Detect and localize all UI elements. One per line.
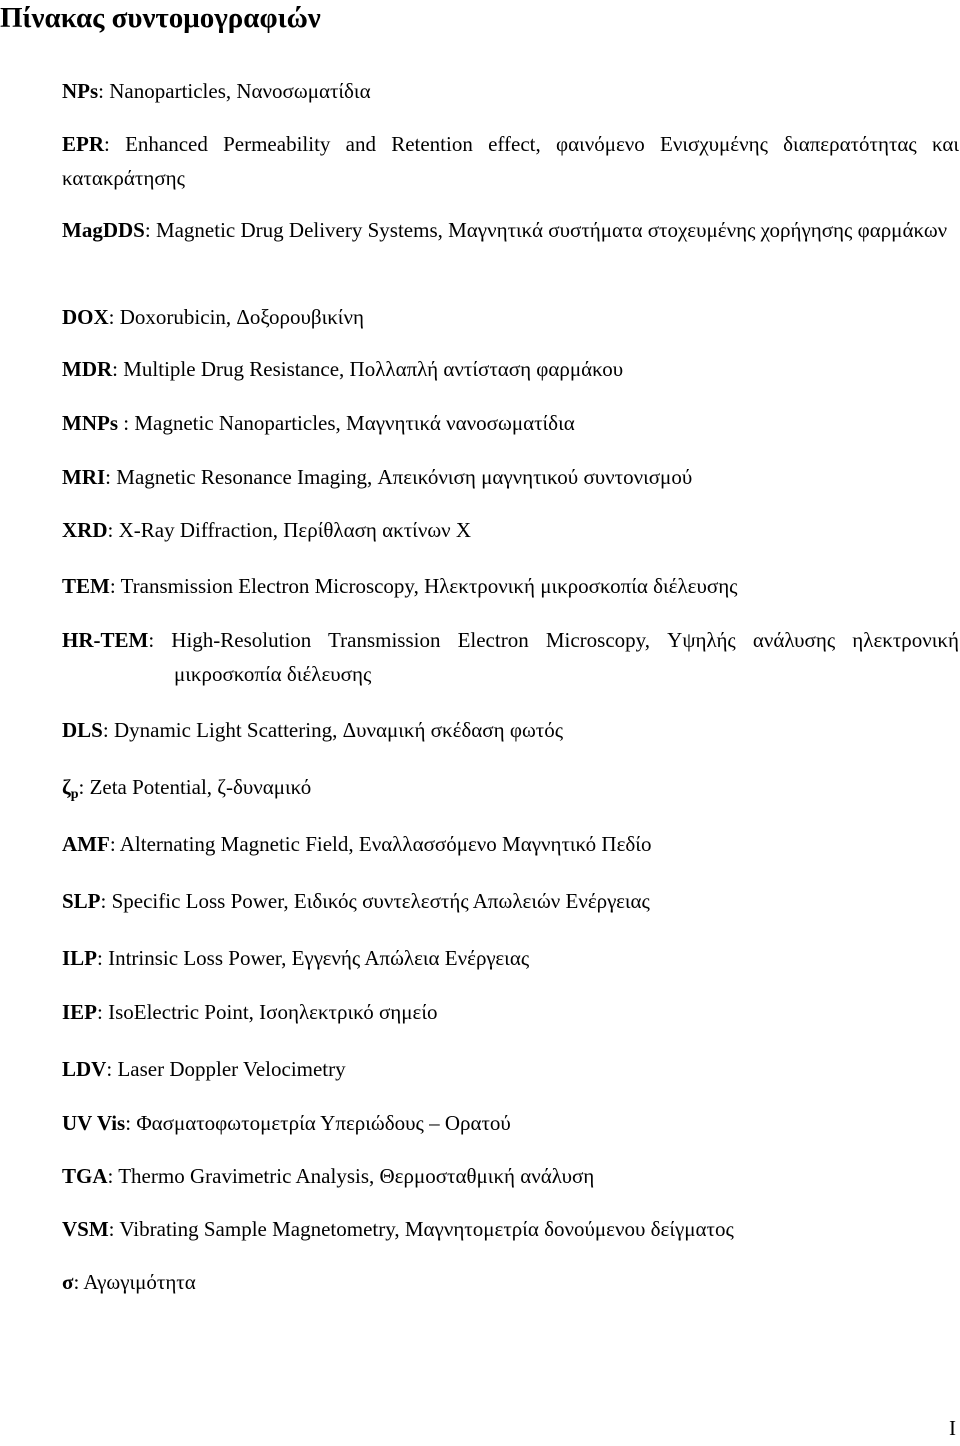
abbreviation-definition: Specific Loss Power, Ειδικός συντελεστής Απωλειών Ενέργειας (111, 889, 650, 913)
abbreviation-term: MRI (62, 465, 106, 489)
abbreviation-term: EPR (62, 132, 104, 156)
separator: : (125, 1111, 137, 1135)
abbreviation-term: UV Vis (62, 1111, 126, 1135)
separator: : (107, 518, 119, 542)
separator: : (106, 1057, 118, 1081)
abbreviation-entry-ilp (62, 941, 959, 975)
abbreviation-entry-vsm (62, 1212, 959, 1246)
separator: : (107, 1164, 119, 1188)
abbreviation-term: SLP (62, 889, 101, 913)
abbreviation-entry-ldv (62, 1052, 959, 1086)
abbreviation-entry-xrd (62, 513, 959, 547)
abbreviation-entry-iep (62, 995, 959, 1029)
abbreviation-definition: X-Ray Diffraction, Περίθλαση ακτίνων X (118, 518, 472, 542)
abbreviation-subscript: p (70, 787, 79, 802)
abbreviation-definition: Dynamic Light Scattering, Δυναμική σκέδαση φωτός (113, 718, 564, 742)
separator: : (97, 1000, 109, 1024)
abbreviation-term: DOX (62, 305, 109, 329)
abbreviation-definition: Nanoparticles, Νανοσωματίδια (109, 79, 371, 103)
abbreviation-entry-zeta (62, 770, 959, 812)
abbreviation-entry-mnps (62, 406, 959, 440)
abbreviation-term: σ (62, 1270, 74, 1294)
abbreviation-definition: Transmission Electron Microscopy, Ηλεκτρονική μικροσκοπία διέλευσης (120, 574, 738, 598)
abbreviation-definition: Magnetic Nanoparticles, Μαγνητικά νανοσωματίδια (134, 411, 575, 435)
separator: : (97, 946, 109, 970)
abbreviation-term: IEP (62, 1000, 98, 1024)
abbreviation-definition: Magnetic Resonance Imaging, Απεικόνιση μαγνητικού συντονισμού (116, 465, 693, 489)
abbreviation-definition: High-Resolution Transmission Electron Microscopy, Υψηλής ανάλυσης ηλεκτρονική μικροσκοπία διέλευσης (171, 628, 959, 686)
separator: : (104, 132, 126, 156)
abbreviation-definition: Vibrating Sample Magnetometry, Μαγνητομετρία δονούμενου δείγματος (119, 1217, 734, 1241)
abbreviation-term: MagDDS (62, 218, 145, 242)
abbreviation-entry-nps (62, 74, 959, 108)
abbreviation-entry-mri (62, 460, 959, 494)
abbreviation-entry-amf (62, 827, 959, 861)
separator: : (102, 718, 114, 742)
abbreviation-entry-epr (62, 127, 959, 195)
abbreviation-term: VSM (62, 1217, 109, 1241)
abbreviation-term: MNPs (62, 411, 118, 435)
abbreviation-definition: Magnetic Drug Delivery Systems, Μαγνητικά συστήματα στοχευμένης χορήγησης φαρμάκων (155, 218, 948, 242)
abbreviation-entry-mdr (62, 352, 959, 386)
separator: : (109, 574, 121, 598)
abbreviation-entry-uv-vis (62, 1106, 959, 1140)
abbreviation-definition: Thermo Gravimetric Analysis, Θερμοσταθμική ανάλυση (118, 1164, 595, 1188)
abbreviation-symbol: ζ (62, 775, 71, 799)
abbreviation-entry-magdds (62, 213, 959, 247)
abbreviation-entry-tem (62, 569, 959, 603)
separator: : (118, 411, 135, 435)
abbreviation-definition: Enhanced Permeability and Retention effect, φαινόμενο Ενισχυμένης διαπερατότητας και κατακράτησης (62, 132, 960, 190)
abbreviation-definition: IsoElectric Point, Ισοηλεκτρικό σημείο (108, 1000, 438, 1024)
abbreviation-term: ILP (62, 946, 98, 970)
separator: : (108, 1217, 120, 1241)
abbreviation-entry-tga (62, 1159, 959, 1193)
abbreviation-term: LDV (62, 1057, 107, 1081)
separator: : (73, 1270, 84, 1294)
abbreviation-definition: Multiple Drug Resistance, Πολλαπλή αντίσταση φαρμάκου (123, 357, 624, 381)
separator: : (148, 628, 172, 652)
abbreviation-term: NPs (62, 79, 99, 103)
abbreviation-entry-hr-tem (62, 623, 959, 691)
separator: : (98, 79, 110, 103)
abbreviation-term: MDR (62, 357, 113, 381)
abbreviation-definition: Zeta Potential, ζ-δυναμικό (89, 775, 312, 799)
abbreviation-term: AMF (62, 832, 110, 856)
abbreviation-definition: Φασματοφωτομετρία Υπεριώδους – Ορατού (136, 1111, 511, 1135)
page-title: Πίνακας συντομογραφιών (0, 2, 321, 34)
abbreviation-definition: Alternating Magnetic Field, Εναλλασσόμενο Μαγνητικό Πεδίο (119, 832, 652, 856)
abbreviation-term: HR-TEM (62, 628, 149, 652)
abbreviation-entry-slp (62, 884, 959, 918)
separator: : (100, 889, 112, 913)
page-number: I (949, 1416, 956, 1440)
abbreviation-definition: Intrinsic Loss Power, Εγγενής Απώλεια Ενέργειας (108, 946, 530, 970)
separator: : (144, 218, 156, 242)
abbreviation-entry-dox (62, 300, 959, 334)
separator: : (109, 832, 120, 856)
abbreviation-term: XRD (62, 518, 108, 542)
separator: : (108, 305, 120, 329)
separator: : (112, 357, 124, 381)
separator: : (78, 775, 90, 799)
abbreviation-definition: Doxorubicin, Δοξορουβικίνη (119, 305, 364, 329)
abbreviation-entry-sigma (62, 1265, 959, 1299)
abbreviation-term: TGA (62, 1164, 108, 1188)
abbreviation-term: DLS (62, 718, 103, 742)
separator: : (105, 465, 117, 489)
abbreviation-definition: Αγωγιμότητα (83, 1270, 196, 1294)
abbreviation-definition: Laser Doppler Velocimetry (117, 1057, 346, 1081)
abbreviation-entry-dls (62, 713, 959, 747)
abbreviation-term (62, 775, 79, 802)
abbreviation-term: TEM (62, 574, 110, 598)
